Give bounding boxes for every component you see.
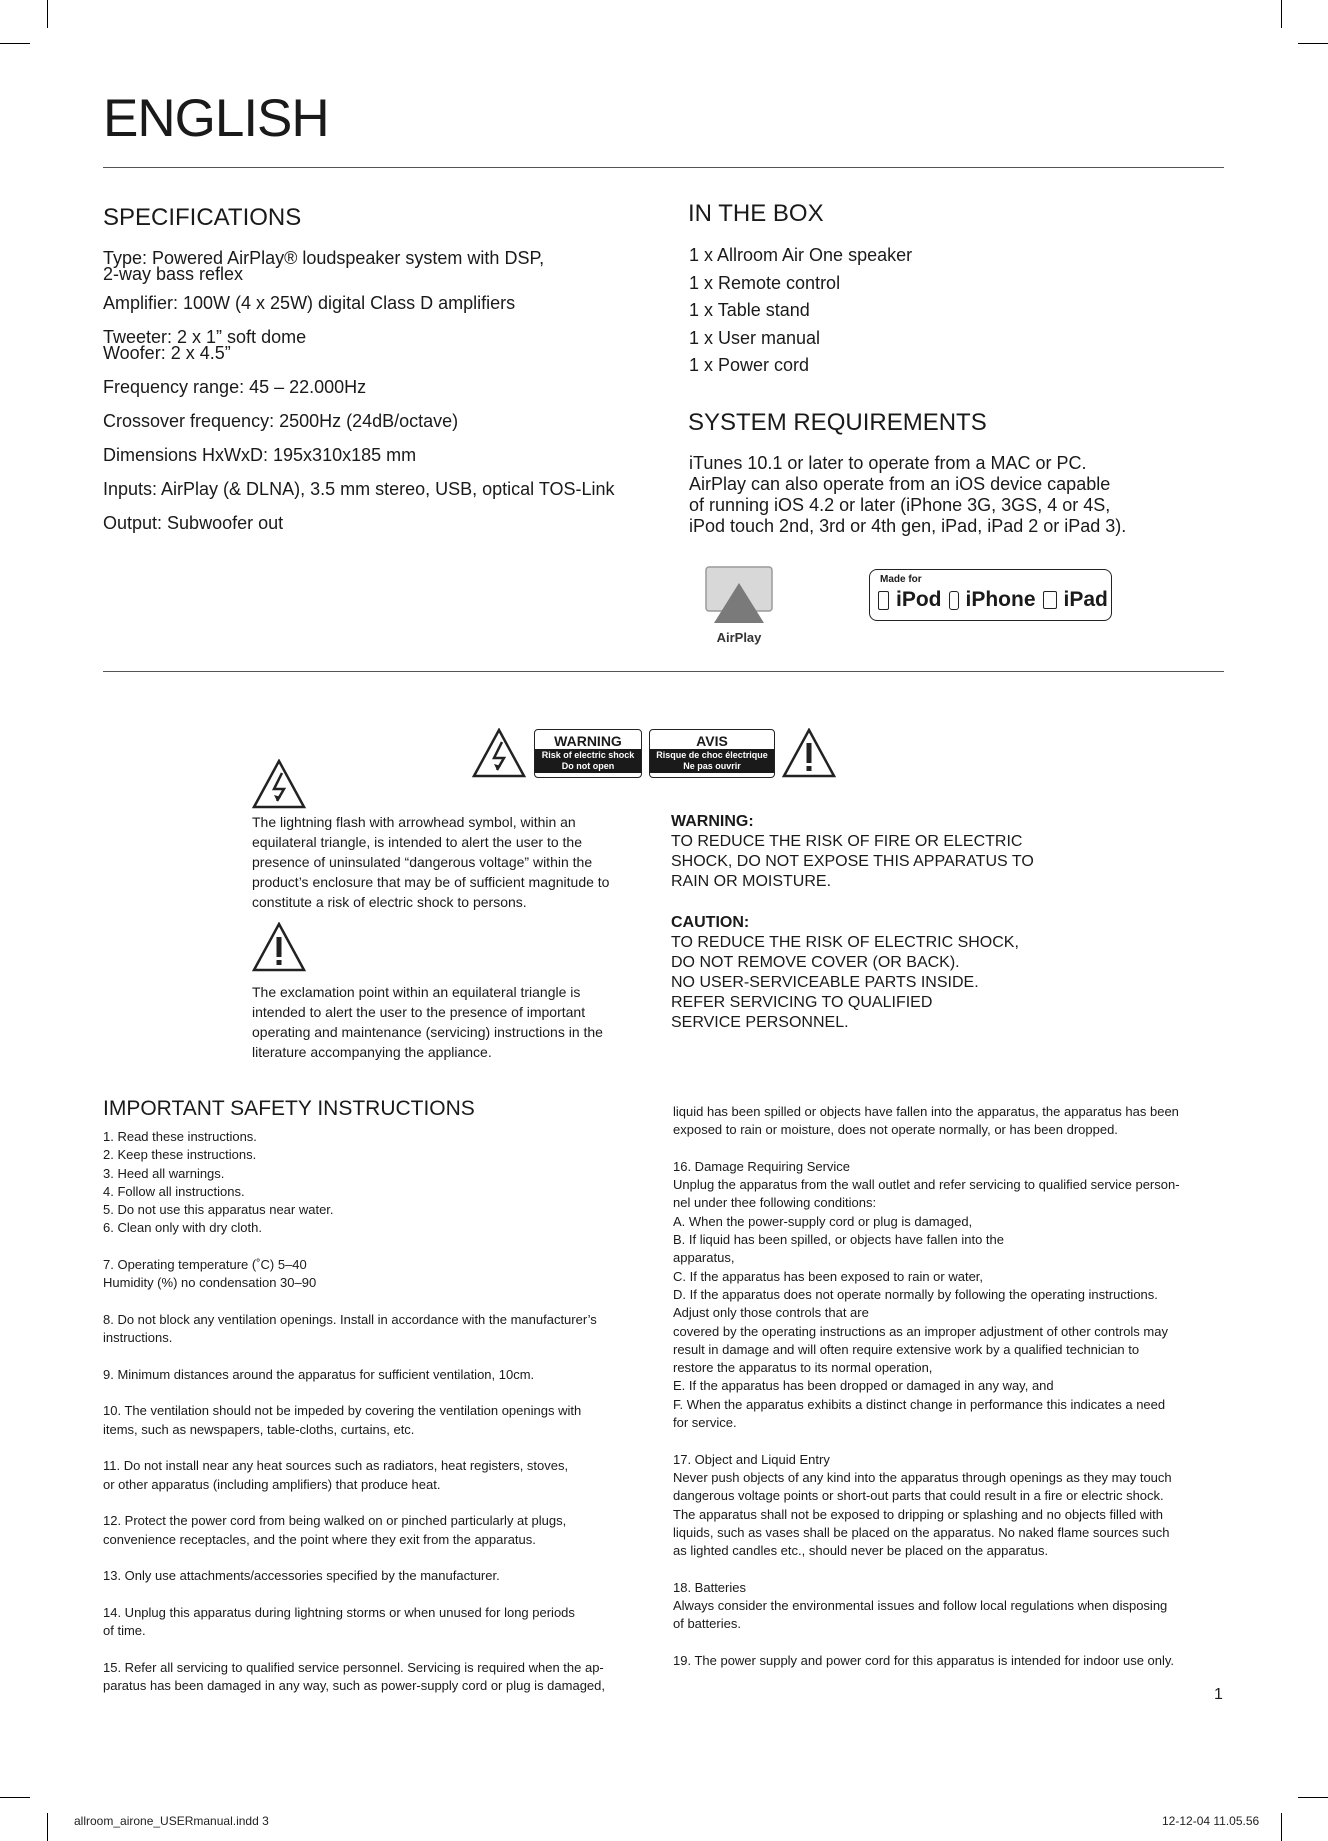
specifications-heading: SPECIFICATIONS	[103, 204, 302, 231]
crop-mark	[47, 0, 48, 28]
system-requirements-heading: SYSTEM REQUIREMENTS	[688, 409, 987, 436]
safety-text-left: 1. Read these instructions. 2. Keep these instructions. 3. Heed all warnings. 4. Follow all instructions. 5. Do not use this apparatus near water. 6. Clean only with dry cloth. 7. Operating temperature (˚C) 5–40 Humidity (%) no condensation 30–90 8. Do not block any ventilation openings. Install in accordance with the manufacturer’s instructions. 9. Minimum distances around the apparatus for sufficient ventilation, 10cm. 10. The ventilation should not be impeded by covering the ventilation openings with items, such as newspapers, table-cloths, curtains, etc. 11. Do not install near any heat sources such as radiators, heat registers, stoves, or other apparatus (including amplifiers) that produce heat. 12. Protect the power cord from being walked on or pinched particularly at plugs, convenience receptacles, and the point where they exit from the apparatus. 13. Only use attachments/accessories specified by the manufacturer. 14. Unplug this apparatus during lightning storms or when unused for long periods of time. 15. Refer all servicing to qualified service personnel. Servicing is required when the ap- paratus has been damaged in any way, such as power-supply cord or plug is damaged,	[103, 1129, 605, 1693]
warning-line: RAIN OR MOISTURE.	[671, 873, 832, 890]
warning-line: TO REDUCE THE RISK OF FIRE OR ELECTRIC	[671, 833, 1023, 850]
spec-item: Tweeter: 2 x 1” soft dome Woofer: 2 x 4.5”	[103, 327, 307, 363]
safety-column-left	[103, 1128, 663, 1695]
box-item: 1 x User manual	[689, 327, 821, 348]
spec-item: Type: Powered AirPlay® loudspeaker system with DSP, 2-way bass reflex	[103, 248, 545, 284]
caution-line: TO REDUCE THE RISK OF ELECTRIC SHOCK,	[671, 934, 1019, 951]
sysreq-line: iTunes 10.1 or later to operate from a MAC or PC.	[689, 453, 1087, 473]
sysreq-line: AirPlay can also operate from an iOS device capable	[689, 474, 1111, 494]
warning-block	[671, 812, 1061, 1033]
box-item: 1 x Table stand	[689, 300, 810, 320]
crop-mark	[1298, 1797, 1328, 1798]
safety-text-right: liquid has been spilled or objects have fallen into the apparatus, the apparatus has been exposed to rain or moisture, does not operate normally, or has been dropped. 16. Damage Requiring Service Unplug the apparatus from the wall outlet and refer servicing to qualified service person- nel under thee following conditions: A. When the power-supply cord or plug is damaged, B. If liquid has been spilled, or objects have fallen into the apparatus, C. If the apparatus has been exposed to rain or water, D. If the apparatus does not operate normally by following the operating instructions. Adjust only those controls that are covered by the operating instructions as an improper adjustment of other controls may result in damage and will often require extensive work by a qualified technician to restore the apparatus to its normal operation, E. If the apparatus has been dropped or damaged in any way, and F. When the apparatus exhibits a distinct change in performance this indicates a need for service. 17. Object and Liquid Entry Never push objects of any kind into the apparatus through openings as they may touch dangerous voltage points or short-out parts that could result in a fire or electric shock. The apparatus shall not be exposed to dripping or splashing and no objects filled with liquids, such as vases shall be placed on the apparatus. No naked flame sources such as lighted candles etc., should never be placed on the apparatus. 18. Batteries Always consider the environmental issues and follow local regulations when disposing of batteries. 19. The power supply and power cord for this apparatus is intended for indoor use only.	[673, 1104, 1180, 1668]
ipod-icon	[878, 591, 889, 610]
spec-item: Output: Subwoofer out	[103, 513, 284, 533]
caution-line: DO NOT REMOVE COVER (OR BACK).	[671, 954, 960, 971]
exclamation-triangle-icon	[252, 922, 306, 972]
exclamation-triangle-icon	[782, 728, 836, 778]
page-number: 1	[1214, 1686, 1223, 1703]
box-item: 1 x Allroom Air One speaker	[689, 245, 913, 265]
safety-heading: IMPORTANT SAFETY INSTRUCTIONS	[103, 1097, 475, 1120]
crop-mark	[1281, 0, 1282, 28]
airplay-label: AirPlay	[716, 630, 762, 645]
lightning-triangle-icon	[252, 759, 306, 809]
warning-heading: WARNING:	[671, 813, 754, 830]
crop-mark	[47, 1813, 48, 1841]
sysreq-line: of running iOS 4.2 or later (iPhone 3G, 3GS, 4 or 4S,	[689, 495, 1111, 515]
airplay-icon	[704, 565, 774, 625]
in-the-box-list	[689, 242, 1209, 380]
page-title: ENGLISH	[103, 89, 329, 148]
spec-item: Inputs: AirPlay (& DLNA), 3.5 mm stereo, USB, optical TOS-Link	[103, 479, 615, 499]
iphone-icon	[949, 591, 959, 610]
sysreq-line: iPod touch 2nd, 3rd or 4th gen, iPad, iPad 2 or iPad 3).	[689, 516, 1127, 536]
divider	[103, 167, 1224, 168]
ipad-icon	[1043, 591, 1057, 609]
divider	[103, 671, 1224, 672]
system-requirements-text	[689, 453, 1229, 537]
safety-column-right	[673, 1103, 1233, 1670]
box-item: 1 x Remote control	[689, 272, 841, 293]
box-item: 1 x Power cord	[689, 355, 810, 375]
made-for-ipad: iPad	[1063, 588, 1108, 611]
airplay-logo	[704, 565, 774, 643]
caution-line: REFER SERVICING TO QUALIFIED	[671, 994, 933, 1011]
avis-label-line: Ne pas ouvrir	[683, 761, 741, 771]
made-for-iphone: iPhone	[965, 588, 1036, 611]
crop-mark	[0, 1797, 30, 1798]
crop-mark	[0, 43, 30, 44]
avis-label-line: Risque de choc électrique	[656, 750, 768, 760]
exclamation-explanation: The exclamation point within an equilateral triangle is intended to alert the user to the presence of important operating and maintenance (servicing) instructions in the literature accompanying the appliance.	[252, 984, 603, 1060]
crop-mark	[1298, 43, 1328, 44]
made-for-label: Made for	[880, 574, 922, 585]
spec-item: Amplifier: 100W (4 x 25W) digital Class D amplifiers	[103, 293, 516, 313]
crop-mark	[1281, 1813, 1282, 1841]
spec-item: Crossover frequency: 2500Hz (24dB/octave)	[103, 411, 459, 431]
in-the-box-heading: IN THE BOX	[688, 200, 824, 227]
spec-item: Frequency range: 45 – 22.000Hz	[103, 377, 367, 397]
lightning-triangle-icon	[472, 728, 526, 778]
warning-label	[534, 729, 642, 778]
made-for-ipod: iPod	[896, 588, 942, 611]
footer-filename: allroom_airone_USERmanual.indd 3	[74, 1814, 269, 1828]
avis-label-title: AVIS	[696, 733, 728, 749]
warning-label-line: Risk of electric shock	[541, 750, 635, 760]
specifications-list	[103, 250, 663, 544]
avis-label	[649, 729, 775, 778]
warning-line: SHOCK, DO NOT EXPOSE THIS APPARATUS TO	[671, 853, 1034, 870]
footer-timestamp: 12-12-04 11.05.56	[1162, 1814, 1260, 1828]
made-for-badge	[869, 569, 1112, 621]
warning-label-title: WARNING	[554, 733, 622, 749]
warning-label-line: Do not open	[561, 761, 615, 771]
caution-line: NO USER-SERVICEABLE PARTS INSIDE.	[671, 974, 979, 991]
caution-heading: CAUTION:	[671, 914, 750, 931]
spec-item: Dimensions HxWxD: 195x310x185 mm	[103, 445, 417, 465]
caution-line: SERVICE PERSONNEL.	[671, 1014, 849, 1031]
lightning-explanation: The lightning flash with arrowhead symbol, within an equilateral triangle, is intended to alert the user to the presence of uninsulated “dangerous voltage” within the product’s enclosure that may be of sufficient magnitude to constitute a risk of electric shock to persons.	[252, 814, 610, 910]
